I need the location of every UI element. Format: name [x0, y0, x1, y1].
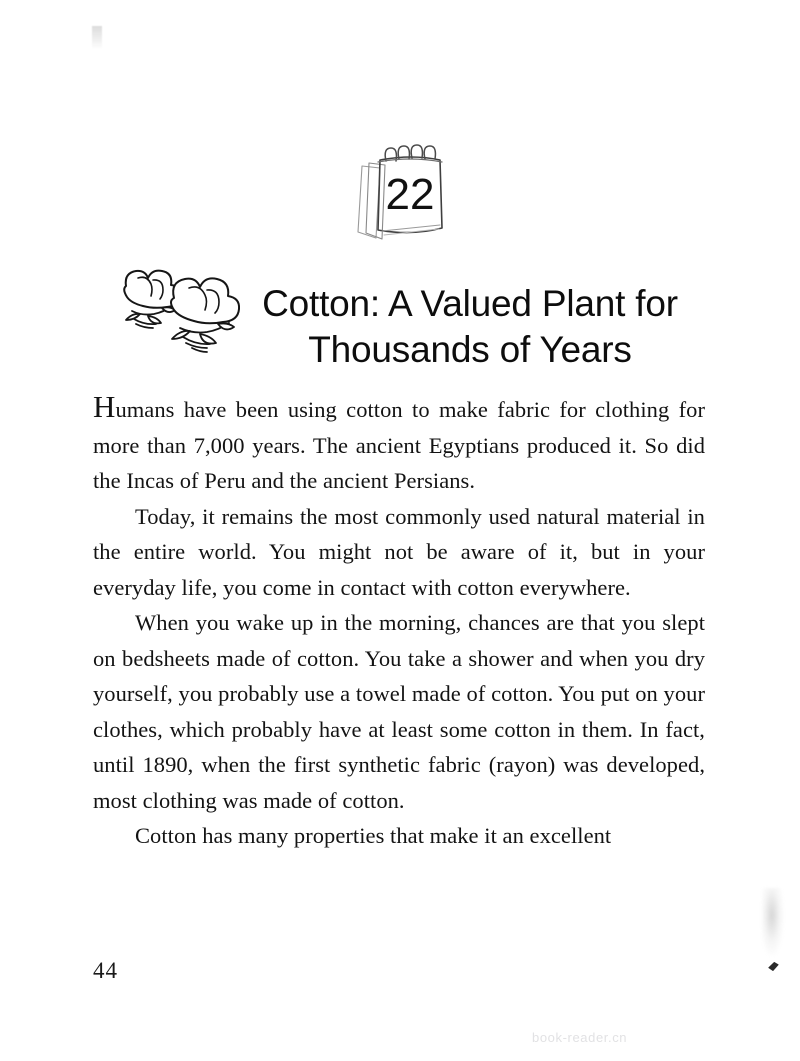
paragraph-4: Cotton has many properties that make it an excellent: [135, 823, 612, 848]
paragraph-1-initial-cap: H: [93, 389, 116, 424]
paragraph-3: When you wake up in the morning, chances are that you slept on bedsheets made of cotton. You take a shower and when you dry yourself, you probably use a towel made of cotton. You put on your clothes, which probably have at least some cotton in them. In fact, until 1890, when the first synthetic fabric (rayon) was developed, most clothing was made of cotton.: [93, 610, 705, 813]
chapter-title: [235, 281, 705, 373]
paragraph-2: Today, it remains the most commonly used natural material in the entire world. You might not be aware of it, but in your everyday life, you come in contact with cotton everywhere.: [93, 503, 705, 600]
chapter-number-value: 22: [385, 170, 435, 219]
watermark: book-reader.cn: [532, 1030, 628, 1045]
paragraph-1: [93, 389, 705, 499]
scan-artifact-top-left: [92, 26, 102, 48]
chapter-title-line-2: Thousands of Years: [308, 328, 632, 370]
cotton-boll-illustration: [96, 258, 248, 362]
scan-artifact-mark: [767, 961, 779, 971]
chapter-number-badge: [336, 132, 466, 247]
page-number: 44: [93, 958, 118, 983]
paragraph-1-text: umans have been using cotton to make fabric for clothing for more than 7,000 years. The ancient Egyptians produced it. So did the Incas of Peru and the ancient Persians.: [93, 397, 705, 493]
body-text: [93, 389, 705, 854]
chapter-title-line-1: Cotton: A Valued Plant for: [262, 282, 678, 324]
scan-artifact-smudge: [762, 888, 784, 956]
